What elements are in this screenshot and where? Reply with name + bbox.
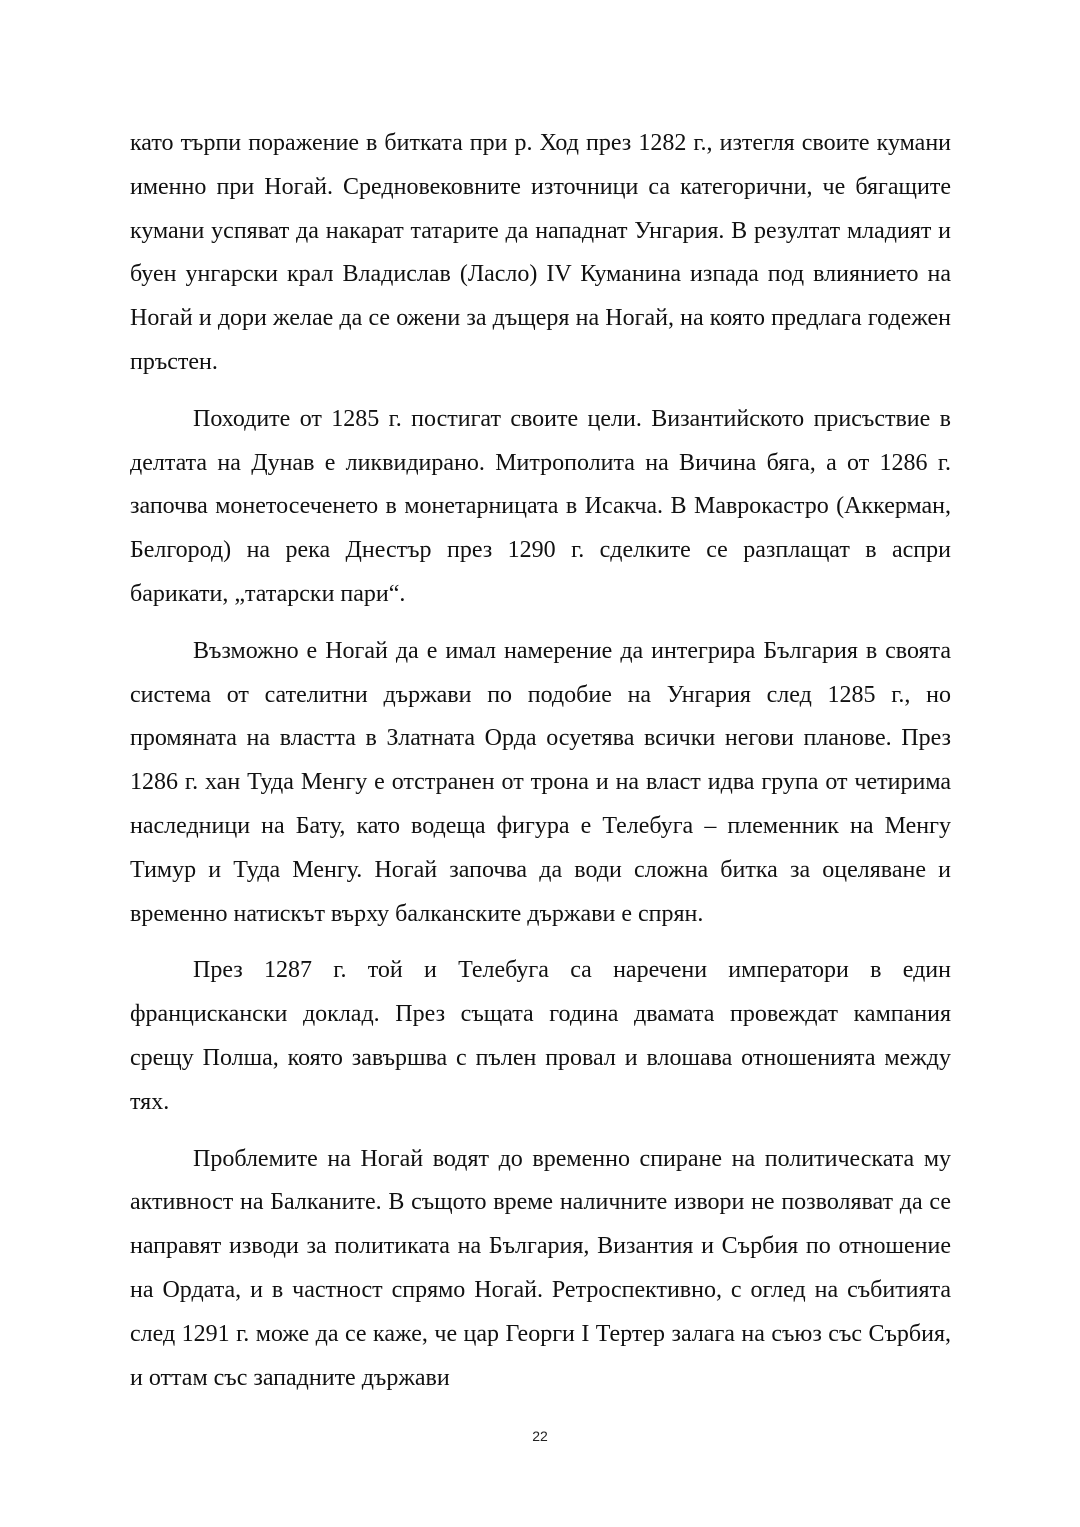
page-number: 22 <box>532 1428 548 1444</box>
paragraph-4: През 1287 г. той и Телебуга са наречени императори в един францискански доклад. През същата година двамата провеждат кампания срещу Полша, която завършва с пълен провал и влошава отношенията между тях. <box>130 957 951 1115</box>
paragraph-2: Походите от 1285 г. постигат своите цели. Византийското присъствие в делтата на Дунав е ликвидирано. Митрополита на Вичина бяга, а от 1286 г. започва монетосеченето в монетарницата в Исакча. В Маврокастро (Аккерман, Белгород) на река Днестър през 1290 г. сделките се разплащат в аспри барикати, „татарски пари“. <box>130 405 951 607</box>
paragraph-1: като търпи поражение в битката при р. Ход през 1282 г., изтегля своите кумани именно при Ногай. Средновековните източници са категорични, че бягащите кумани успяват да накарат татарите да нападнат Унгария. В резултат младият и буен унгарски крал Владислав (Ласло) IV Куманина изпада под влиянието на Ногай и дори желае да се ожени за дъщеря на Ногай, на която предлага годежен пръстен. <box>130 130 951 375</box>
paragraph-5: Проблемите на Ногай водят до временно спиране на политическата му активност на Балканите. В същото време наличните извори не позволяват да се направят изводи за политиката на България, Византия и Сърбия по отношение на Ордата, и в частност спрямо Ногай. Ретроспективно, с оглед на събитията след 1291 г. може да се каже, че цар Георги I Тертер залага на съюз със Сърбия, и оттам със западните държави <box>130 1145 951 1391</box>
document-body <box>130 122 951 1413</box>
paragraph-3: Възможно е Ногай да е имал намерение да интегрира България в своята система от сателитни държави по подобие на Унгария след 1285 г., но промяната на властта в Златната Орда осуетява всички негови планове. През 1286 г. хан Туда Менгу е отстранен от трона и на власт идва група от четирима наследници на Бату, като водеща фигура е Телебуга – племенник на Менгу Тимур и Туда Менгу. Ногай започва да води сложна битка за оцеляване и временно натискът върху балканските държави е спрян. <box>130 637 951 927</box>
